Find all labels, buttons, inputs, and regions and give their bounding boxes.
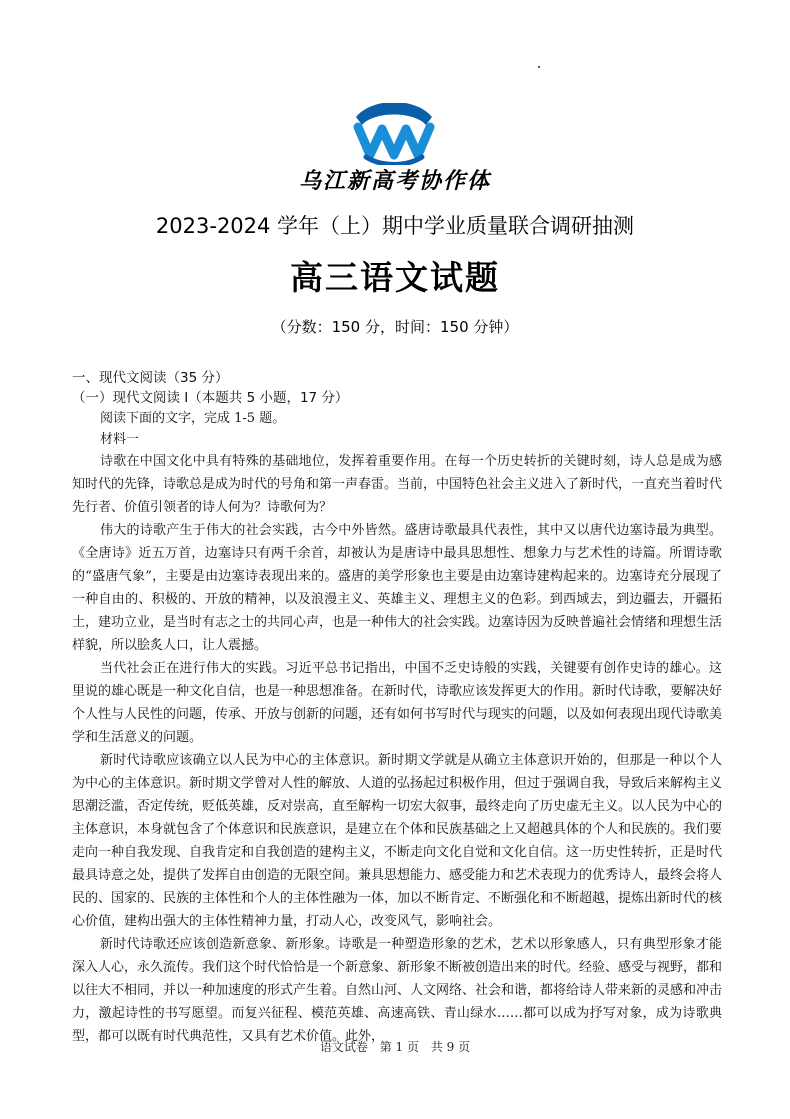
instruction-text: 阅读下面的文字，完成 1-5 题。 [100, 411, 286, 426]
footer-subject: 语文试卷 [319, 1040, 368, 1054]
passage-paragraph: 诗歌在中国文化中具有特殊的基础地位，发挥着重要作用。在每一个历史转折的关键时刻，诗人总是成为感知时代的先锋，诗歌总是成为时代的号角和第一声春雷。当前，中国特色社会主义进入了新时代，一直充当着时代先行者、价值引领者的诗人何为？诗歌何为？ [72, 454, 723, 515]
exam-info: （分数：150 分，时间：150 分钟） [271, 318, 519, 336]
section-heading: 一、现代文阅读（35 分） [72, 370, 229, 386]
page-footer [0, 1038, 790, 1055]
footer-page-number: 第 1 页 [379, 1040, 419, 1054]
organization-logo-icon [352, 103, 436, 165]
organization-name: 乌江新高考协作体 [298, 169, 491, 194]
exam-title: 2023-2024 学年（上）期中学业质量联合调研抽测 [155, 214, 635, 238]
page-title: 高三语文试题 [290, 258, 500, 297]
passage-paragraph: 当代社会正在进行伟大的实践。习近平总书记指出，中国不乏史诗般的实践，关键要有创作史诗的雄心。这里说的雄心既是一种文化自信，也是一种思想准备。在新时代，诗歌应该发挥更大的作用。新时代诗歌，要解决好个人性与人民性的问题，传承、开放与创新的问题，还有如何书写时代与现实的问题，以及如何表现出现代诗歌美学和生活意义的问题。 [72, 661, 723, 745]
passage-paragraph: 伟大的诗歌产生于伟大的社会实践，古今中外皆然。盛唐诗歌最具代表性，其中又以唐代边塞诗最为典型。《全唐诗》近五万首，边塞诗只有两千余首，却被认为是唐诗中最具思想性、想象力与艺术性的诗篇。所谓诗歌的“盛唐气象”，主要是由边塞诗表现出来的。盛唐的美学形象也主要是由边塞诗建构起来的。边塞诗充分展现了一种自由的、积极的、开放的精神，以及浪漫主义、英雄主义、理想主义的色彩。到西域去，到边疆去，开疆拓土，建功立业，是当时有志之士的共同心声，也是一种伟大的社会实践。边塞诗因为反映普遍社会情绪和理想生活样貌，所以脍炙人口，让人震撼。 [72, 523, 723, 653]
scan-dot [538, 66, 540, 68]
passage-paragraph: 新时代诗歌应该确立以人民为中心的主体意识。新时期文学就是从确立主体意识开始的，但那是一种以个人为中心的主体意识。新时期文学曾对人性的解放、人道的弘扬起过积极作用，但过于强调自我，导致后来解构主义思潮泛滥，否定传统，贬低英雄，反对崇高，直至解构一切宏大叙事，最终走向了历史虚无主义。以人民为中心的主体意识，本身就包含了个体意识和民族意识，是建立在个体和民族基础之上又超越具体的个人和民族的。我们要走向一种自我发现、自我肯定和自我创造的建构主义，不断走向文化自觉和文化自信。这一历史性转折，正是时代最具诗意之处，提供了发挥自由创造的无限空间。兼具思想能力、感受能力和艺术表现力的优秀诗人，最终会将人民的、国家的、民族的主体性和个人的主体性融为一体，加以不断肯定、不断强化和不断超越，提炼出新时代的核心价值，建构出强大的主体性精神力量，打动人心，改变风气，影响社会。 [72, 753, 723, 929]
passage-paragraph: 新时代诗歌还应该创造新意象、新形象。诗歌是一种塑造形象的艺术，艺术以形象感人，只有典型形象才能深入人心，永久流传。我们这个时代恰恰是一个新意象、新形象不断被创造出来的时代。经验、感受与视野，都和以往大不相同，并以一种加速度的形式产生着。自然山河、人文网络、社会和谐，都将给诗人带来新的灵感和冲击力，激起诗性的书写愿望。而复兴征程、模范英雄、高速高铁、青山绿水……都可以成为抒写对象，成为诗歌典型，都可以既有时代典范性，又具有艺术价值。此外， [72, 937, 723, 1044]
material-label: 材料一 [100, 432, 140, 447]
subsection-heading: （一）现代文阅读 I（本题共 5 小题，17 分） [72, 390, 349, 406]
reading-section [72, 368, 722, 1048]
footer-total-pages: 共 9 页 [430, 1040, 471, 1054]
